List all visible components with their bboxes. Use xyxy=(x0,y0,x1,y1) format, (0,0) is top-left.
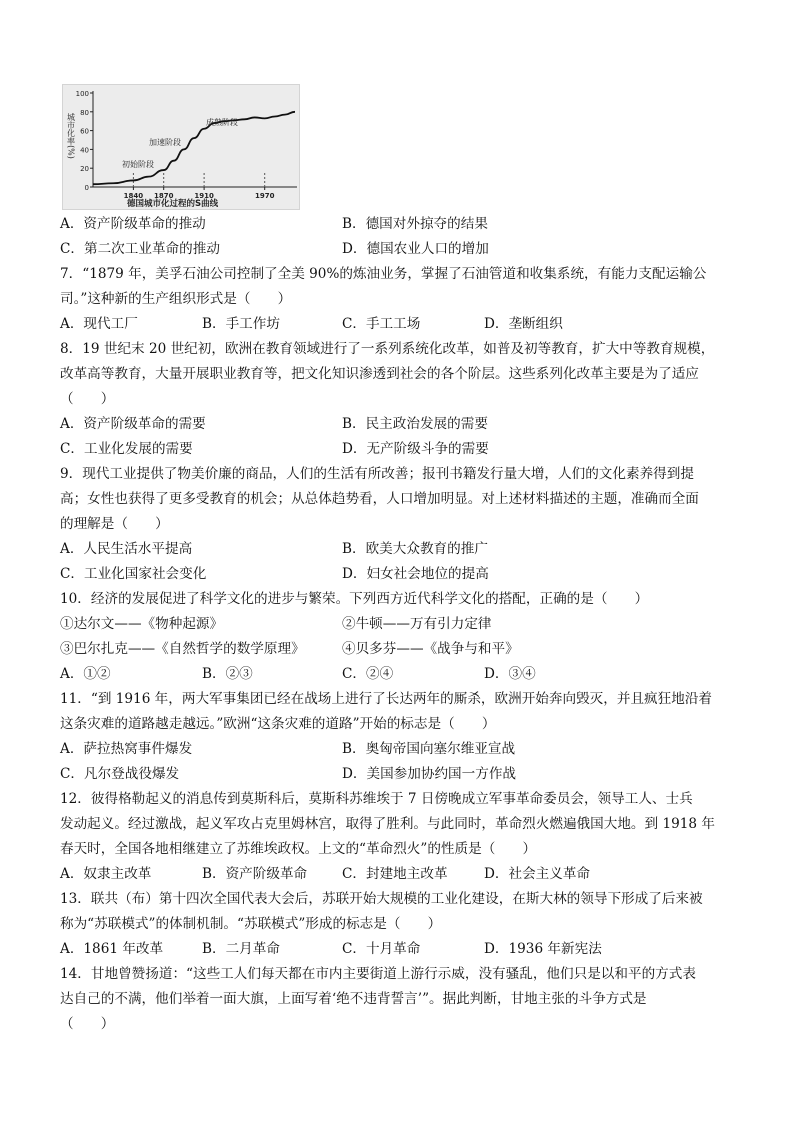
y-tick-label: 0 xyxy=(84,184,89,192)
figure-caption: 德国城市化过程的S曲线 xyxy=(127,199,219,209)
y-tick-label: 100 xyxy=(75,90,89,98)
q10-option-c: C．②④ xyxy=(342,666,394,682)
q11-stem-line-1: 11．“到 1916 年，两大军事集团已经在战场上进行了长达两年的厮杀，欧洲开始奔向毁灭，并且疯狂地沿着 xyxy=(60,691,713,707)
q9-stem-line-1: 9．现代工业提供了物美价廉的商品，人们的生活有所改善；报刊书籍发行量大增，人们的文化素养得到提 xyxy=(60,466,694,482)
q13-option-c: C．十月革命 xyxy=(342,941,421,957)
q8-option-b: B．民主政治发展的需要 xyxy=(342,416,488,432)
q13-option-d: D．1936 年新宪法 xyxy=(484,941,602,957)
q10-item-2: ②牛顿——万有引力定律 xyxy=(342,616,492,632)
q12-stem-line-3: 春天时，全国各地相继建立了苏维埃政权。上文的“革命烈火”的性质是（ ） xyxy=(60,841,537,857)
x-tick-label: 1910 xyxy=(194,192,214,200)
q6-option-c: C．第二次工业革命的推动 xyxy=(60,241,220,257)
q7-option-d: D．垄断组织 xyxy=(484,316,563,332)
q11-stem-line-2: 这条灾难的道路越走越远。”欧洲“这条灾难的道路”开始的标志是（ ） xyxy=(60,716,496,732)
q13-stem-line-2: 称为“苏联模式”的体制机制。“苏联模式”形成的标志是（ ） xyxy=(60,916,442,932)
q12-option-a: A．奴隶主改革 xyxy=(60,866,152,882)
y-tick-label: 40 xyxy=(80,146,89,155)
q12-stem-line-1: 12．彼得格勒起义的消息传到莫斯科后，莫斯科苏维埃于 7 日傍晚成立军事革命委员会，领导工人、士兵 xyxy=(60,791,693,807)
q8-stem-line-2: 改革高等教育，大量开展职业教育等，把文化知识渗透到社会的各个阶层。这些系列化改革主要是为了适应 xyxy=(60,366,699,382)
y-tick-label: 60 xyxy=(80,127,89,136)
q10-item-3: ③巴尔扎克——《自然哲学的数学原理》 xyxy=(60,641,305,657)
q9-option-c: C．工业化国家社会变化 xyxy=(60,566,207,582)
q8-stem-line-1: 8．19 世纪末 20 世纪初，欧洲在教育领域进行了一系列系统化改革，如普及初等教育，扩大中等教育规模， xyxy=(60,341,715,357)
y-tick-label: 20 xyxy=(80,165,89,174)
q8-stem-line-3: （ ） xyxy=(60,391,115,407)
y-tick-label: 80 xyxy=(80,108,89,117)
x-tick-label: 1970 xyxy=(254,192,275,200)
q11-option-d: D．美国参加协约国一方作战 xyxy=(342,766,517,782)
q10-option-d: D．③④ xyxy=(484,666,536,682)
q14-stem-line-2: 达自己的不满，他们举着一面大旗，上面写着‘绝不违背誓言’”。据此判断，甘地主张的斗争方式是 xyxy=(60,991,647,1007)
stage-label-mature: 成熟阶段 xyxy=(206,118,238,127)
stage-label-accelerating: 加速阶段 xyxy=(149,138,181,147)
y-axis-label: 城市化率(%) xyxy=(66,113,76,159)
q9-stem-line-2: 高；女性也获得了更多受教育的机会；从总体趋势看，人口增加明显。对上述材料描述的主题，准确而全面 xyxy=(60,491,699,507)
q8-option-c: C．工业化发展的需要 xyxy=(60,441,193,457)
q7-option-b: B．手工作坊 xyxy=(202,316,280,332)
q13-option-a: A．1861 年改革 xyxy=(60,941,164,957)
x-tick-label: 1870 xyxy=(153,192,174,200)
urbanization-chart xyxy=(62,84,300,210)
q14-stem-line-1: 14．甘地曾赞扬道：“这些工人们每天都在市内主要街道上游行示威，没有骚乱，他们只是以和平的方式表 xyxy=(60,966,696,982)
q6-option-d: D．德国农业人口的增加 xyxy=(342,241,489,257)
q8-option-a: A．资产阶级革命的需要 xyxy=(60,416,206,432)
q10-stem-line-1: 10．经济的发展促进了科学文化的进步与繁荣。下列西方近代科学文化的搭配，正确的是（ ） xyxy=(60,591,649,607)
q8-option-d: D．无产阶级斗争的需要 xyxy=(342,441,489,457)
q12-option-c: C．封建地主改革 xyxy=(342,866,448,882)
x-tick-label: 1840 xyxy=(123,192,144,200)
q7-stem-line-1: 7．“1879 年，美孚石油公司控制了全美 90%的炼油业务，掌握了石油管道和收集系统，有能力支配运输公 xyxy=(60,266,707,282)
q14-stem-line-3: （ ） xyxy=(60,1016,115,1032)
urbanization-chart-svg xyxy=(63,85,301,211)
q9-option-a: A．人民生活水平提高 xyxy=(60,541,193,557)
q9-stem-line-3: 的理解是（ ） xyxy=(60,516,169,532)
q13-option-b: B．二月革命 xyxy=(202,941,280,957)
q6-option-b: B．德国对外掠夺的结果 xyxy=(342,216,488,232)
q13-stem-line-1: 13．联共（布）第十四次全国代表大会后，苏联开始大规模的工业化建设，在斯大林的领导下形成了后来被 xyxy=(60,891,703,907)
q6-option-a: A．资产阶级革命的推动 xyxy=(60,216,206,232)
q7-option-c: C．手工工场 xyxy=(342,316,421,332)
q9-option-d: D．妇女社会地位的提高 xyxy=(342,566,489,582)
q12-stem-line-2: 发动起义。经过激战，起义军攻占克里姆林宫，取得了胜利。与此同时，革命烈火燃遍俄国大地。到 1918 年 xyxy=(60,816,715,832)
q11-option-a: A．萨拉热窝事件爆发 xyxy=(60,741,193,757)
q11-option-c: C．凡尔登战役爆发 xyxy=(60,766,180,782)
q10-item-4: ④贝多芬——《战争与和平》 xyxy=(342,641,519,657)
q12-option-d: D．社会主义革命 xyxy=(484,866,591,882)
q10-option-b: B．②③ xyxy=(202,666,253,682)
q10-option-a: A．①② xyxy=(60,666,111,682)
stage-label-initial: 初始阶段 xyxy=(122,160,154,169)
q10-item-1: ①达尔文——《物种起源》 xyxy=(60,616,224,632)
q12-option-b: B．资产阶级革命 xyxy=(202,866,308,882)
q7-stem-line-2: 司。”这种新的生产组织形式是（ ） xyxy=(60,291,292,307)
q9-option-b: B．欧美大众教育的推广 xyxy=(342,541,488,557)
q11-option-b: B．奥匈帝国向塞尔维亚宣战 xyxy=(342,741,516,757)
q7-option-a: A．现代工厂 xyxy=(60,316,138,332)
